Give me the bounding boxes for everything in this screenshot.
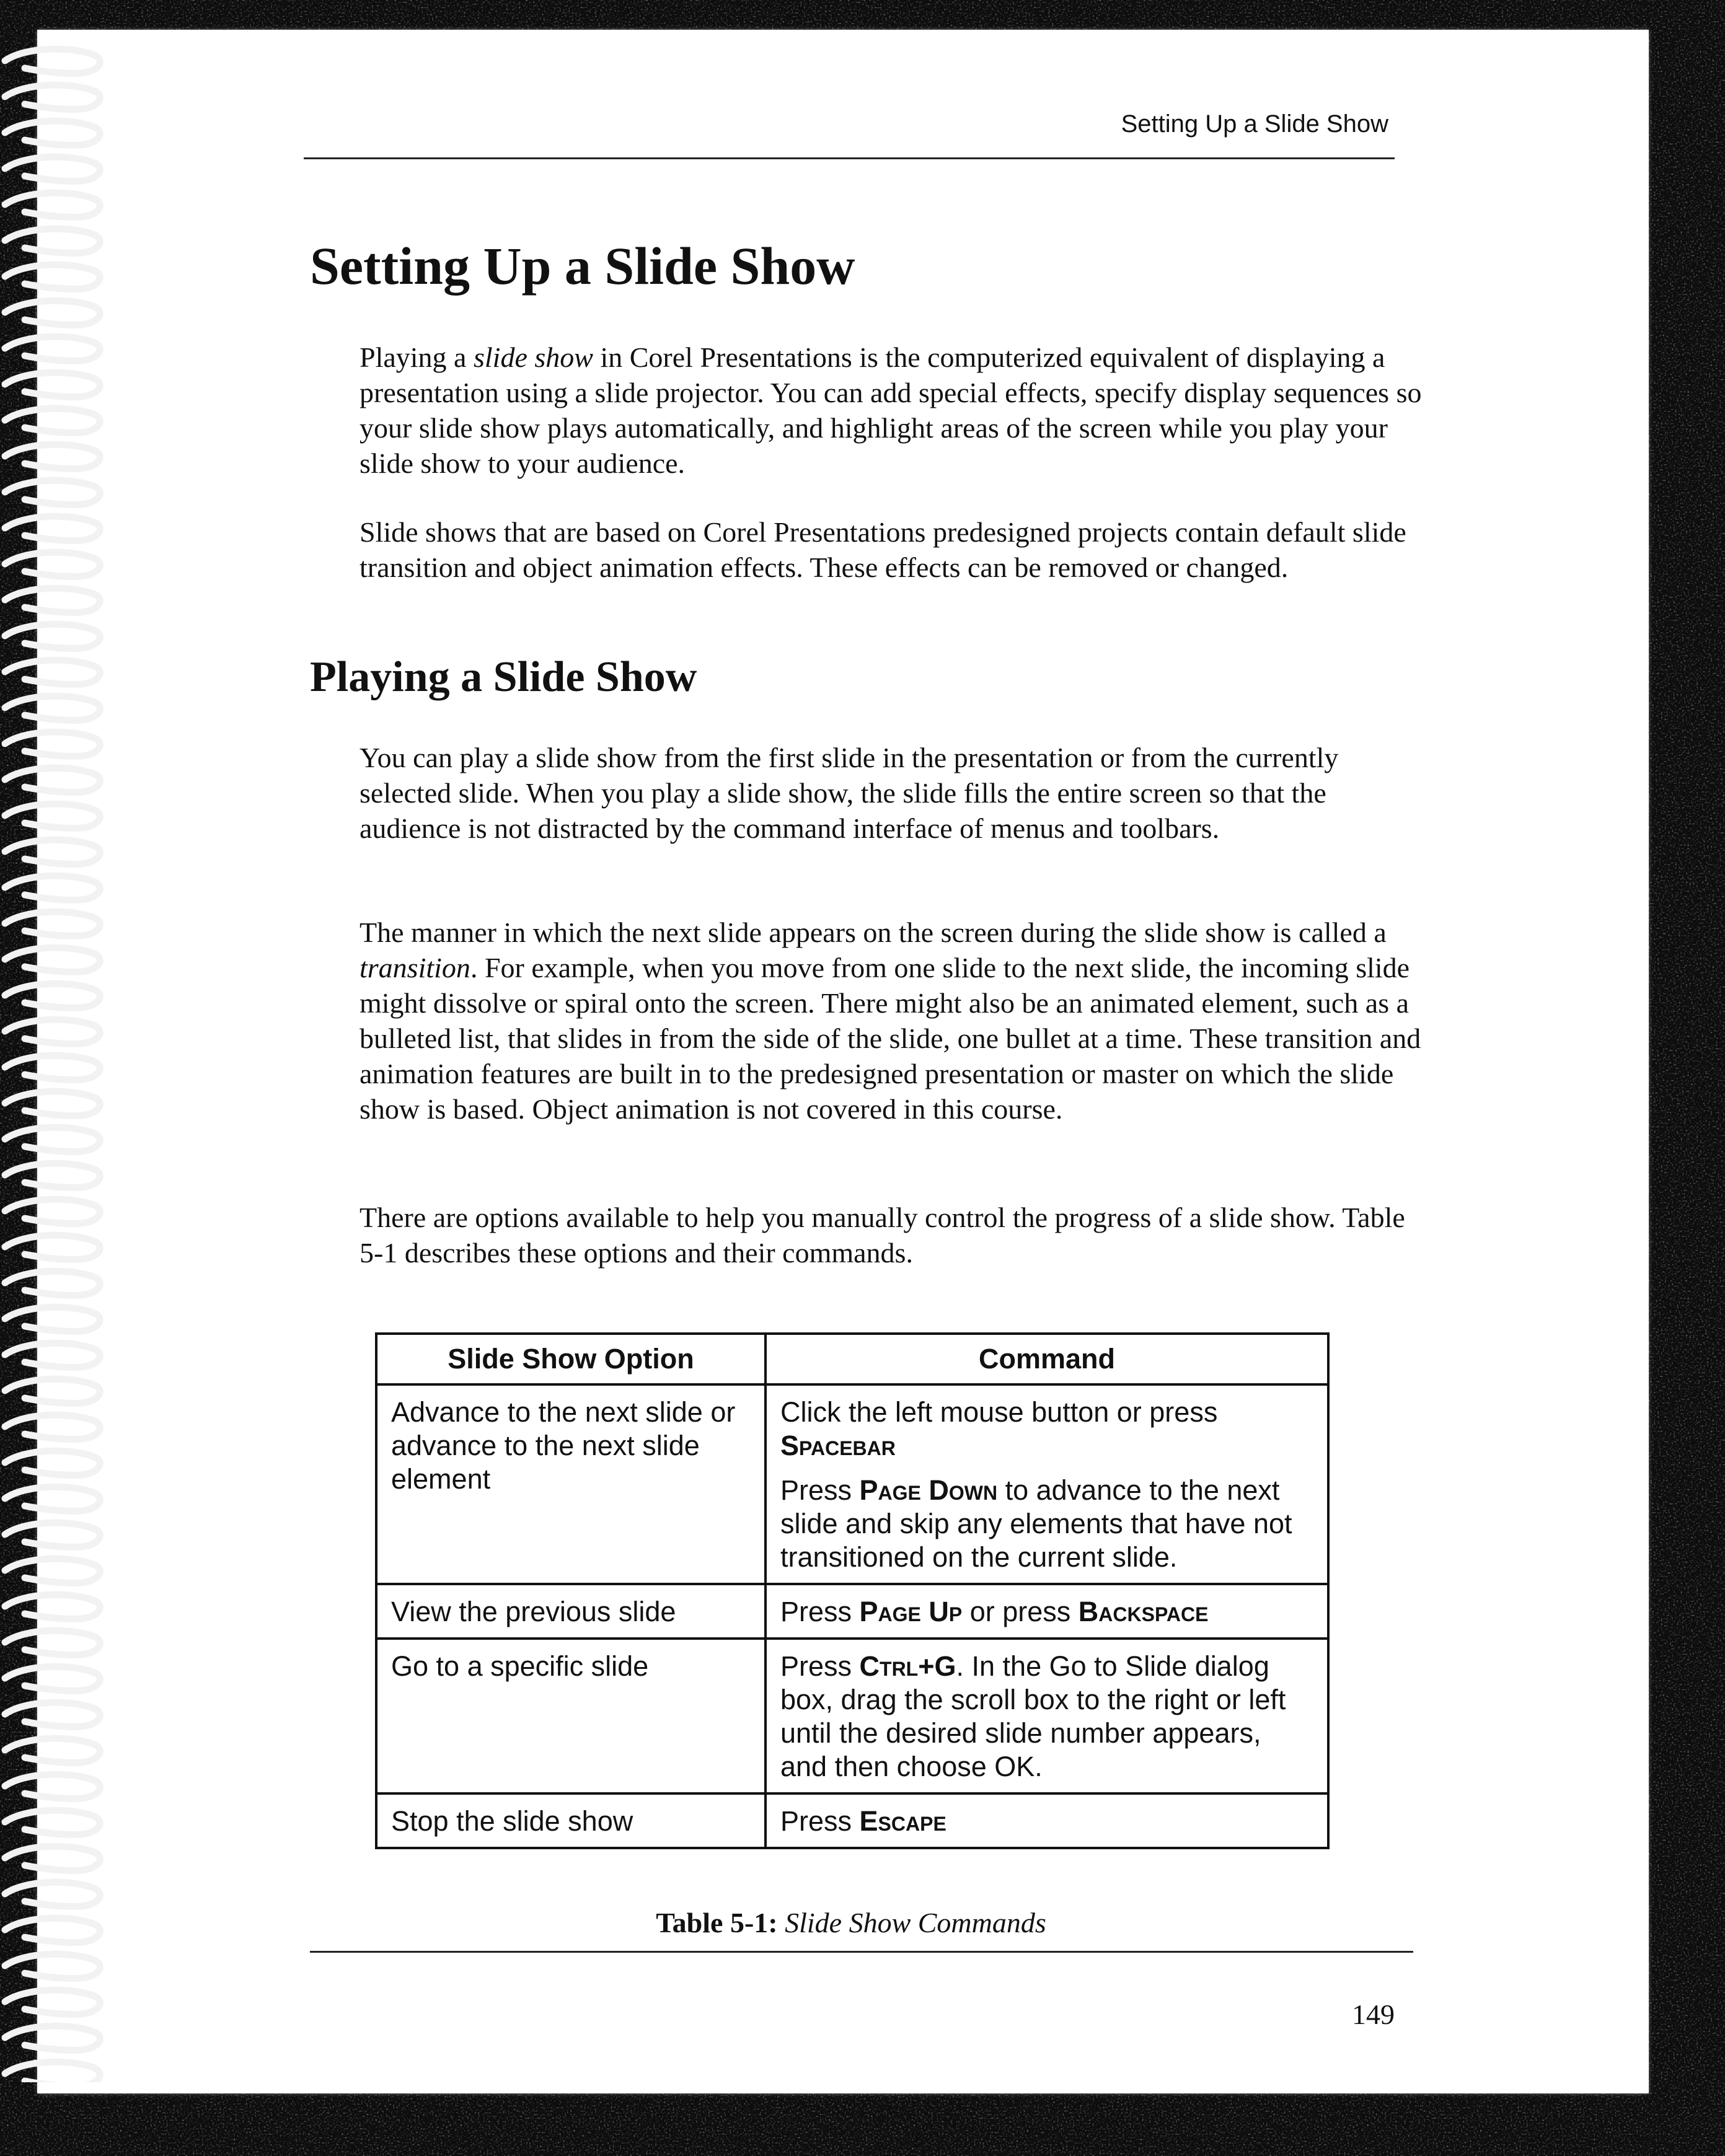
slide-show-commands-table — [375, 1332, 1330, 1849]
running-header: Setting Up a Slide Show — [1121, 110, 1388, 138]
key-name: Page Down — [859, 1474, 998, 1506]
binding-coil — [5, 408, 100, 433]
binding-coil — [5, 732, 100, 756]
command-cell: Press Page Up or press Backspace — [765, 1584, 1328, 1639]
predesigned-paragraph: Slide shows that are based on Corel Presentations predesigned projects contain default slide transition and object animation effects. These effects can be removed or changed. — [360, 516, 1406, 583]
column-header-command: Command — [765, 1334, 1328, 1384]
binding-coil — [5, 1846, 100, 1870]
binding-coil — [5, 193, 100, 217]
binding-coil — [5, 1199, 100, 1223]
binding-coil — [5, 372, 100, 397]
binding-coil — [5, 1235, 100, 1259]
term-transition: transition — [360, 952, 470, 983]
binding-coil — [5, 157, 100, 181]
header-rule — [304, 157, 1395, 159]
binding-coil — [5, 696, 100, 720]
intro-paragraph: Playing a slide show in Corel Presentations is the computerized equivalent of displaying a presentation using a slide projector. You can add special effects, specify display sequences so your slide show plays automatically, and highlight areas of the screen while you play your slide show to your audience. — [360, 341, 1422, 479]
binding-coil — [5, 121, 100, 145]
option-cell: Advance to the next slide or advance to the next slide element — [376, 1384, 765, 1584]
binding-coil — [5, 1271, 100, 1295]
binding-coil — [5, 229, 100, 253]
key-name: Spacebar — [780, 1430, 896, 1461]
command-cell: Press Ctrl+G. In the Go to Slide dialog box, drag the scroll box to the right or left until the desired slide number appears, and then choose OK. — [765, 1639, 1328, 1793]
footer-rule — [310, 1951, 1413, 1953]
binding-coil — [5, 1738, 100, 1762]
binding-coil — [5, 480, 100, 504]
binding-coil — [5, 1954, 100, 1978]
page-number: 149 — [1352, 1999, 1395, 2030]
binding-coil — [5, 337, 100, 361]
binding-coil — [5, 660, 100, 684]
binding-coil — [5, 1307, 100, 1331]
binding-coil — [5, 301, 100, 325]
transition-paragraph: The manner in which the next slide appears on the screen during the slide show is called a transition. For example, when you move from one slide to the next slide, the incoming slide might dissolve or spiral onto the screen. There might also be an animated element, such as a bulleted list, that slides in from the side of the slide, one bullet at a time. These transition and animation features are built in to the predesigned presentation or master on which the slide show is based. Object animation is not covered in this course. — [360, 917, 1421, 1125]
play-paragraph: You can play a slide show from the first slide in the presentation or from the currently selected slide. When you play a slide show, the slide fills the entire screen so that the audience is not distracted by the command interface of menus and toolbars. — [360, 742, 1339, 844]
binding-coil — [5, 948, 100, 972]
section-heading: Setting Up a Slide Show — [310, 236, 855, 296]
binding-coil — [5, 1882, 100, 1906]
options-paragraph: There are options available to help you manually control the progress of a slide show. Table 5-1 describes these options and their commands. — [360, 1202, 1405, 1269]
book-page — [37, 30, 1649, 2093]
table-row — [376, 1584, 1328, 1639]
binding-coil — [5, 516, 100, 540]
table-caption: Table 5-1: Slide Show Commands — [656, 1907, 1046, 1938]
table-row — [376, 1639, 1328, 1793]
binding-coil — [5, 1127, 100, 1151]
key-name: Backspace — [1078, 1596, 1209, 1627]
binding-coil — [5, 624, 100, 648]
command-cell: Click the left mouse button or press Spacebar Press Page Down to advance to the next slide and skip any elements that have not transitioned on the current slide. — [765, 1384, 1328, 1584]
binding-coil — [5, 1559, 100, 1583]
binding-coil — [5, 2026, 100, 2050]
binding-coil — [5, 1774, 100, 1798]
option-cell: View the previous slide — [376, 1584, 765, 1639]
key-name: Ctrl+G — [859, 1650, 956, 1682]
binding-coil — [5, 85, 100, 109]
key-name: Escape — [859, 1805, 946, 1837]
binding-coil — [5, 1091, 100, 1115]
binding-coil — [5, 840, 100, 864]
key-name: Page Up — [859, 1596, 963, 1627]
binding-coil — [5, 1379, 100, 1403]
table-row — [376, 1384, 1328, 1584]
binding-coil — [5, 1343, 100, 1367]
spiral-binding — [0, 37, 112, 2082]
binding-coil — [5, 1055, 100, 1080]
binding-coil — [5, 804, 100, 828]
binding-coil — [5, 1415, 100, 1439]
binding-coil — [5, 768, 100, 792]
option-cell: Stop the slide show — [376, 1793, 765, 1848]
binding-coil — [5, 1019, 100, 1044]
subsection-heading: Playing a Slide Show — [310, 653, 697, 701]
column-header-option: Slide Show Option — [376, 1334, 765, 1384]
binding-coil — [5, 1595, 100, 1619]
binding-coil — [5, 983, 100, 1008]
binding-coil — [5, 912, 100, 936]
binding-coil — [5, 265, 100, 289]
binding-coil — [5, 1666, 100, 1691]
binding-coil — [5, 2062, 100, 2082]
binding-coil — [5, 1451, 100, 1475]
term-slide-show: slide show — [473, 341, 593, 373]
binding-coil — [5, 1702, 100, 1727]
binding-coil — [5, 1487, 100, 1511]
binding-coil — [5, 444, 100, 469]
binding-coil — [5, 1990, 100, 2014]
binding-coil — [5, 1918, 100, 1942]
binding-coil — [5, 876, 100, 900]
binding-coil — [5, 552, 100, 576]
binding-coil — [5, 1630, 100, 1655]
binding-coil — [5, 49, 100, 73]
table-row — [376, 1793, 1328, 1848]
binding-coil — [5, 1810, 100, 1834]
binding-coil — [5, 1523, 100, 1547]
table-header-row — [376, 1334, 1328, 1384]
binding-coil — [5, 1163, 100, 1187]
command-cell: Press Escape — [765, 1793, 1328, 1848]
option-cell: Go to a specific slide — [376, 1639, 765, 1793]
binding-coil — [5, 588, 100, 612]
